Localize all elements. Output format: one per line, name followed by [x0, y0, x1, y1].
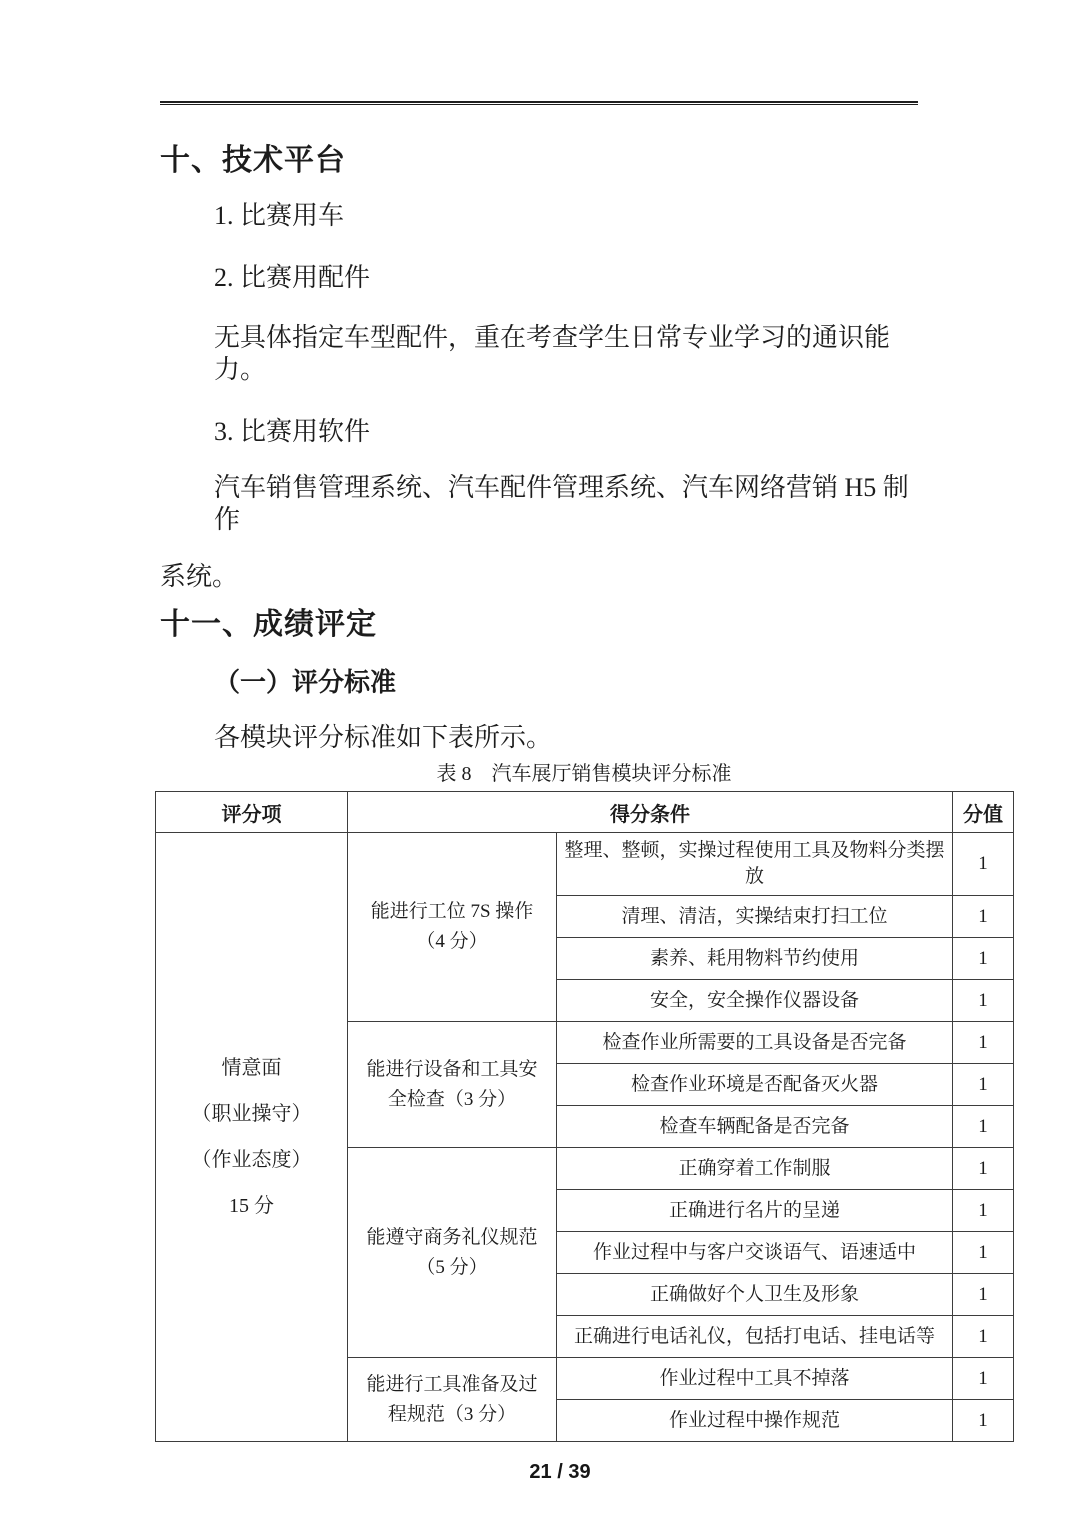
- table-caption: 表 8 汽车展厅销售模块评分标准: [436, 763, 732, 785]
- paragraph-software-line2: 系统。: [160, 562, 239, 591]
- category-line: （职业操守）: [191, 1103, 312, 1125]
- condition-cell: 检查车辆配备是否完备: [557, 1106, 953, 1148]
- score-cell: 1: [953, 1274, 1014, 1316]
- group-label-cell: 能进行工位 7S 操作（4 分）: [348, 833, 557, 1022]
- scoring-standard-table: [155, 791, 1014, 1442]
- column-header-condition: 得分条件: [348, 792, 953, 833]
- score-cell: 1: [953, 1064, 1014, 1106]
- sub-heading-scoring-standard: （一）评分标准: [214, 668, 397, 697]
- score-cell: 1: [953, 1358, 1014, 1400]
- score-cell: 1: [953, 833, 1014, 896]
- table-header-row: [156, 792, 1014, 833]
- score-cell: 1: [953, 1400, 1014, 1442]
- column-header-score: 分值: [953, 792, 1014, 833]
- condition-cell: 检查作业所需要的工具设备是否完备: [557, 1022, 953, 1064]
- score-cell: 1: [953, 1022, 1014, 1064]
- condition-cell: 整理、整顿，实操过程使用工具及物料分类摆放: [557, 833, 953, 896]
- score-cell: 1: [953, 980, 1014, 1022]
- condition-cell: 作业过程中工具不掉落: [557, 1358, 953, 1400]
- condition-cell: 正确进行电话礼仪，包括打电话、挂电话等: [557, 1316, 953, 1358]
- section-heading-score-evaluation: 十一、成绩评定: [160, 608, 377, 641]
- page-number: 21 / 39: [529, 1461, 591, 1483]
- condition-cell: 正确做好个人卫生及形象: [557, 1274, 953, 1316]
- score-cell: 1: [953, 1232, 1014, 1274]
- section-heading-tech-platform: 十、技术平台: [160, 144, 346, 177]
- paragraph-table-intro: 各模块评分标准如下表所示。: [214, 723, 553, 752]
- group-label-cell: 能进行工具准备及过程规范（3 分）: [348, 1358, 557, 1442]
- group-label-cell: 能进行设备和工具安全检查（3 分）: [348, 1022, 557, 1148]
- condition-cell: 安全，安全操作仪器设备: [557, 980, 953, 1022]
- category-line: 情意面: [221, 1057, 282, 1079]
- table-row: [156, 833, 1014, 896]
- condition-cell: 检查作业环境是否配备灭火器: [557, 1064, 953, 1106]
- score-cell: 1: [953, 938, 1014, 980]
- category-line: （作业态度）: [191, 1149, 312, 1171]
- score-cell: 1: [953, 1316, 1014, 1358]
- page-header-rule: [160, 101, 918, 105]
- list-item-race-software: 3. 比赛用软件: [214, 417, 371, 446]
- list-item-race-car: 1. 比赛用车: [214, 201, 345, 230]
- condition-cell: 正确穿着工作制服: [557, 1148, 953, 1190]
- category-line: 15 分: [229, 1195, 274, 1217]
- paragraph-parts-note: 无具体指定车型配件，重在考查学生日常专业学习的通识能力。: [214, 323, 891, 384]
- paragraph-software-line1: 汽车销售管理系统、汽车配件管理系统、汽车网络营销 H5 制作: [214, 473, 909, 534]
- condition-cell: 正确进行名片的呈递: [557, 1190, 953, 1232]
- column-header-item: 评分项: [156, 792, 348, 833]
- category-cell: [156, 833, 348, 1442]
- group-label-cell: 能遵守商务礼仪规范（5 分）: [348, 1148, 557, 1358]
- score-cell: 1: [953, 896, 1014, 938]
- score-cell: 1: [953, 1190, 1014, 1232]
- condition-cell: 清理、清洁，实操结束打扫工位: [557, 896, 953, 938]
- condition-cell: 作业过程中与客户交谈语气、语速适中: [557, 1232, 953, 1274]
- score-cell: 1: [953, 1148, 1014, 1190]
- condition-cell: 作业过程中操作规范: [557, 1400, 953, 1442]
- score-cell: 1: [953, 1106, 1014, 1148]
- condition-cell: 素养、耗用物料节约使用: [557, 938, 953, 980]
- list-item-race-parts: 2. 比赛用配件: [214, 263, 371, 292]
